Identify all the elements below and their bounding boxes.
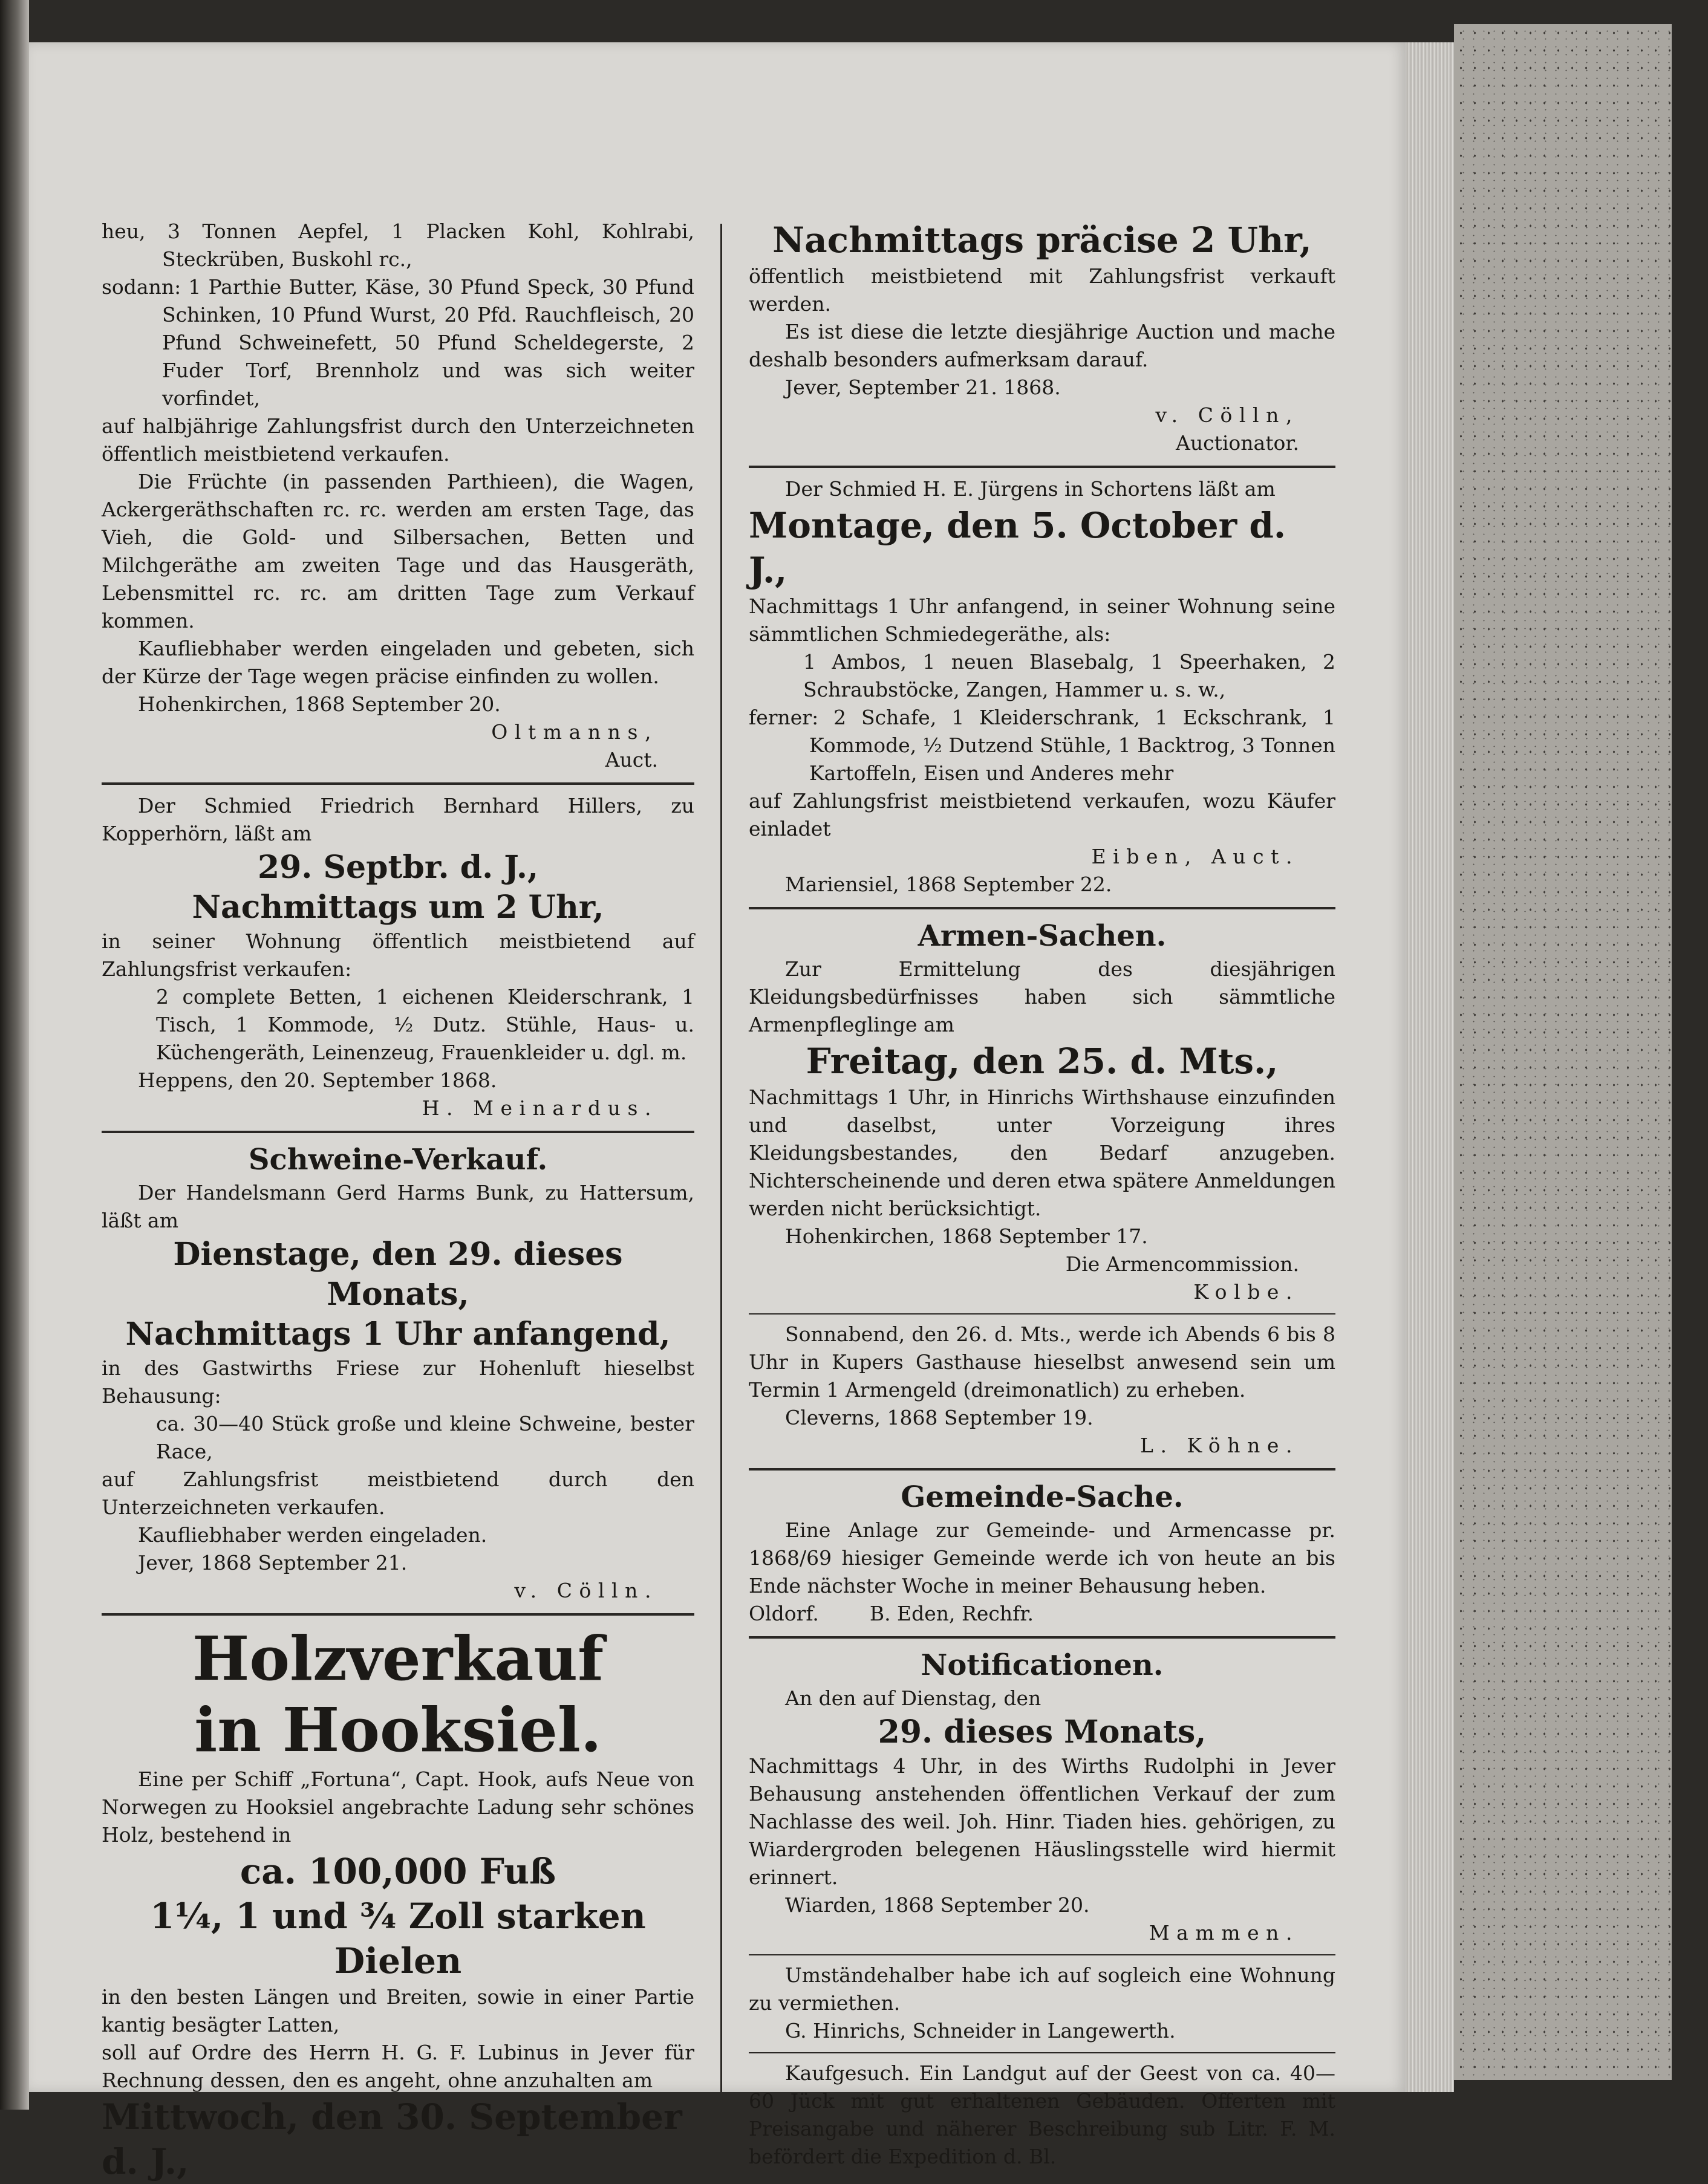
auction-text: heu, 3 Tonnen Aepfel, 1 Placken Kohl, Kohlrabi, Steckrüben, Buskohl rc., [102,219,694,271]
notice-signature: Eiben, Auct. [1091,845,1299,868]
notice-date: 29. dieses Monats, [878,1714,1207,1750]
section-heading: Gemeinde-Sache. [901,1480,1184,1514]
notice-place-date: Wiarden, 1868 September 20. [785,1893,1090,1917]
wood-sale-planks: 1¼, 1 und ¾ Zoll starken Dielen [150,1896,646,1981]
notice-signature: Mammen. [1149,1921,1299,1945]
notice-signature-title: Auctionator. [1176,431,1299,455]
auction-text: Die Früchte (in passenden Parthieen), die Wagen, Ackergeräthschaften rc. rc. werden am ersten Tage, das Vieh, die Gold- und Silbersachen, Betten und Milchgeräthe am zweiten Tage und das Hausgeräth, Lebensmittel rc. rc. am dritten Tage zum Verkauf kommen. [102,470,694,632]
notice-text: auf Zahlungsfrist meistbietend durch den Unterzeichneten verkaufen. [102,1467,694,1519]
page-fore-edge [1406,42,1454,2092]
section-rule [749,1954,1335,1955]
notice-items: ca. 30—40 Stück große und kleine Schweine, bester Race, [156,1412,694,1463]
auction-signature: Oltmanns, [491,720,658,744]
section-rule [749,1468,1335,1471]
notice-text: Eine Anlage zur Gemeinde- und Armencasse pr. 1868/69 hiesiger Gemeinde werde ich von heute an bis Ende nächster Woche in meiner Behausung heben. [749,1518,1335,1597]
section-heading: Armen-Sachen. [918,919,1167,953]
section-heading: Notificationen. [921,1648,1164,1682]
right-column [749,218,1335,2171]
notice-items: ferner: 2 Schafe, 1 Kleiderschrank, 1 Eckschrank, 1 Kommode, ½ Dutzend Stühle, 1 Backtrog, 3 Tonnen Kartoffeln, Eisen und Anderes mehr [749,706,1335,785]
section-rule [749,466,1335,468]
wood-sale-quantity: ca. 100,000 Fuß [240,1851,556,1892]
notice-signature: L. Köhne. [1139,1434,1299,1457]
section-rule [749,2052,1335,2053]
notice-signature: Die Armencommission. [1065,1252,1299,1276]
auction-text: sodann: 1 Parthie Butter, Käse, 30 Pfund Speck, 30 Pfund Schinken, 10 Pfund Wurst, 20 Pfd. Rauchfleisch, 20 Pfund Schweinefett, 50 Pfund Scheldegerste, 2 Fuder Torf, Brennholz und was sich weiter vorfindet, [102,275,694,410]
binding-edge [0,0,29,2110]
wood-sale-text: in den besten Längen und Breiten, sowie in einer Partie kantig besägter Latten, [102,1985,694,2036]
notice-time: Nachmittags um 2 Uhr, [192,889,604,926]
adjacent-page-edge [1454,24,1672,2080]
notice-text: in des Gastwirths Friese zur Hohenluft hieselbst Behausung: [102,1356,694,1408]
left-column [102,218,694,2184]
section-rule [102,1613,694,1616]
notice-text: auf Zahlungsfrist meistbietend verkaufen, wozu Käufer einladet [749,789,1335,840]
notice-text: Nachmittags 1 Uhr, in Hinrichs Wirthshause einzufinden und daselbst, unter Vorzeigung ihres Kleidungsbestandes, den Bedarf anzugeben. Nichterscheinende und deren etwa spätere Anmeldungen werden nicht berücksichtigt. [749,1085,1335,1220]
notice-time: Nachmittags 1 Uhr anfangend, [125,1316,671,1353]
notice-date: Montage, den 5. October d. J., [749,505,1286,591]
notice-text: Nachmittags 4 Uhr, in des Wirths Rudolphi in Jever Behausung anstehenden öffentlichen Verkauf der zum Nachlasse des weil. Joh. Hinr. Tiaden hies. gehörigen, zu Wiardergroden belegenen Häuslingsstelle wird hiermit erinnert. [749,1754,1335,1889]
notice-signature: Oldorf. B. Eden, Rechfr. [749,1602,1034,1625]
wood-sale-heading: in Hooksiel. [194,1694,602,1766]
notice-signature: v. Cölln. [514,1579,658,1602]
notice-date: 29. Septbr. d. J., [257,849,539,886]
wood-sale-date: Mittwoch, den 30. September d. J., [102,2096,682,2182]
notice-text: Umständehalber habe ich auf sogleich eine Wohnung zu vermiethen. [749,1963,1335,2015]
notice-text: Kaufliebhaber werden eingeladen. [138,1523,487,1547]
notice-text: Es ist diese die letzte diesjährige Auction und mache deshalb besonders aufmerksam darauf. [749,320,1335,371]
notice-time: Nachmittags präcise 2 Uhr, [772,219,1312,261]
notice-text: Sonnabend, den 26. d. Mts., werde ich Abends 6 bis 8 Uhr in Kupers Gasthause hieselbst anwesend sein um Termin 1 Armengeld (dreimonatlich) zu erheben. [749,1322,1335,1402]
wood-sale-heading: Holzverkauf [192,1623,604,1694]
section-rule [749,907,1335,909]
notice-intro: Der Handelsmann Gerd Harms Bunk, zu Hattersum, läßt am [102,1181,694,1232]
auction-text: Kaufliebhaber werden eingeladen und gebeten, sich der Kürze der Tage wegen präcise einfinden zu wollen. [102,637,694,688]
section-rule [749,1636,1335,1639]
notice-place-date: Cleverns, 1868 September 19. [785,1406,1094,1429]
notice-date: Dienstage, den 29. dieses Monats, [173,1236,623,1313]
wood-sale-text: Eine per Schiff „Fortuna“, Capt. Hook, aufs Neue von Norwegen zu Hooksiel angebrachte Ladung sehr schönes Holz, bestehend in [102,1767,694,1847]
section-heading: Schweine-Verkauf. [248,1143,548,1177]
notice-intro: Der Schmied Friedrich Bernhard Hillers, zu Kopperhörn, läßt am [102,794,694,845]
notice-place-date: Jever, September 21. 1868. [785,375,1061,399]
notice-text: Nachmittags 1 Uhr anfangend, in seiner Wohnung seine sämmtlichen Schmiedegeräthe, als: [749,594,1335,646]
section-rule [102,782,694,785]
notice-intro: An den auf Dienstag, den [785,1686,1041,1710]
notice-place-date: Jever, 1868 September 21. [138,1551,408,1575]
section-rule [102,1131,694,1133]
notice-items: 2 complete Betten, 1 eichenen Kleiderschrank, 1 Tisch, 1 Kommode, ½ Dutz. Stühle, Haus- u. Küchengeräth, Leinenzeug, Frauenkleider u. dgl. m. [156,985,694,1064]
notice-text: in seiner Wohnung öffentlich meistbietend auf Zahlungsfrist verkaufen: [102,929,694,981]
newspaper-page [29,42,1406,2182]
notice-items: 1 Ambos, 1 neuen Blasebalg, 1 Speerhaken, 2 Schraubstöcke, Zangen, Hammer u. s. w., [803,650,1335,701]
notice-intro: Der Schmied H. E. Jürgens in Schortens läßt am [785,477,1276,501]
column-divider [720,224,722,2092]
section-rule [749,1313,1335,1315]
auction-text: auf halbjährige Zahlungsfrist durch den Unterzeichneten öffentlich meistbietend verkaufen. [102,414,694,466]
notice-signature: G. Hinrichs, Schneider in Langewerth. [785,2019,1176,2043]
notice-text: öffentlich meistbietend mit Zahlungsfrist verkauft werden. [749,264,1335,316]
wood-sale-text: soll auf Ordre des Herrn H. G. F. Lubinus in Jever für Rechnung dessen, den es angeht, ohne anzuhalten am [102,2041,694,2092]
notice-date: Freitag, den 25. d. Mts., [806,1041,1279,1082]
notice-signature: v. Cölln, [1155,403,1299,427]
notice-signature: H. Meinardus. [422,1096,658,1120]
notice-text: Zur Ermittelung des diesjährigen Kleidungsbedürfnisses haben sich sämmtliche Armenpfleglinge am [749,957,1335,1036]
auction-signature-title: Auct. [605,748,658,772]
notice-text: Kaufgesuch. Ein Landgut auf der Geest von ca. 40—60 Jück mit gut erhaltenen Gebäuden. Offerten mit Preisangabe und näherer Beschreibung sub Litr. F. M. befördert die Expedition d. Bl. [749,2061,1335,2168]
notice-place-date: Heppens, den 20. September 1868. [138,1068,497,1092]
notice-place-date: Mariensiel, 1868 September 22. [785,873,1112,896]
notice-place-date: Hohenkirchen, 1868 September 17. [785,1224,1148,1248]
notice-signature: Kolbe. [1193,1280,1299,1304]
auction-place-date: Hohenkirchen, 1868 September 20. [138,692,501,716]
